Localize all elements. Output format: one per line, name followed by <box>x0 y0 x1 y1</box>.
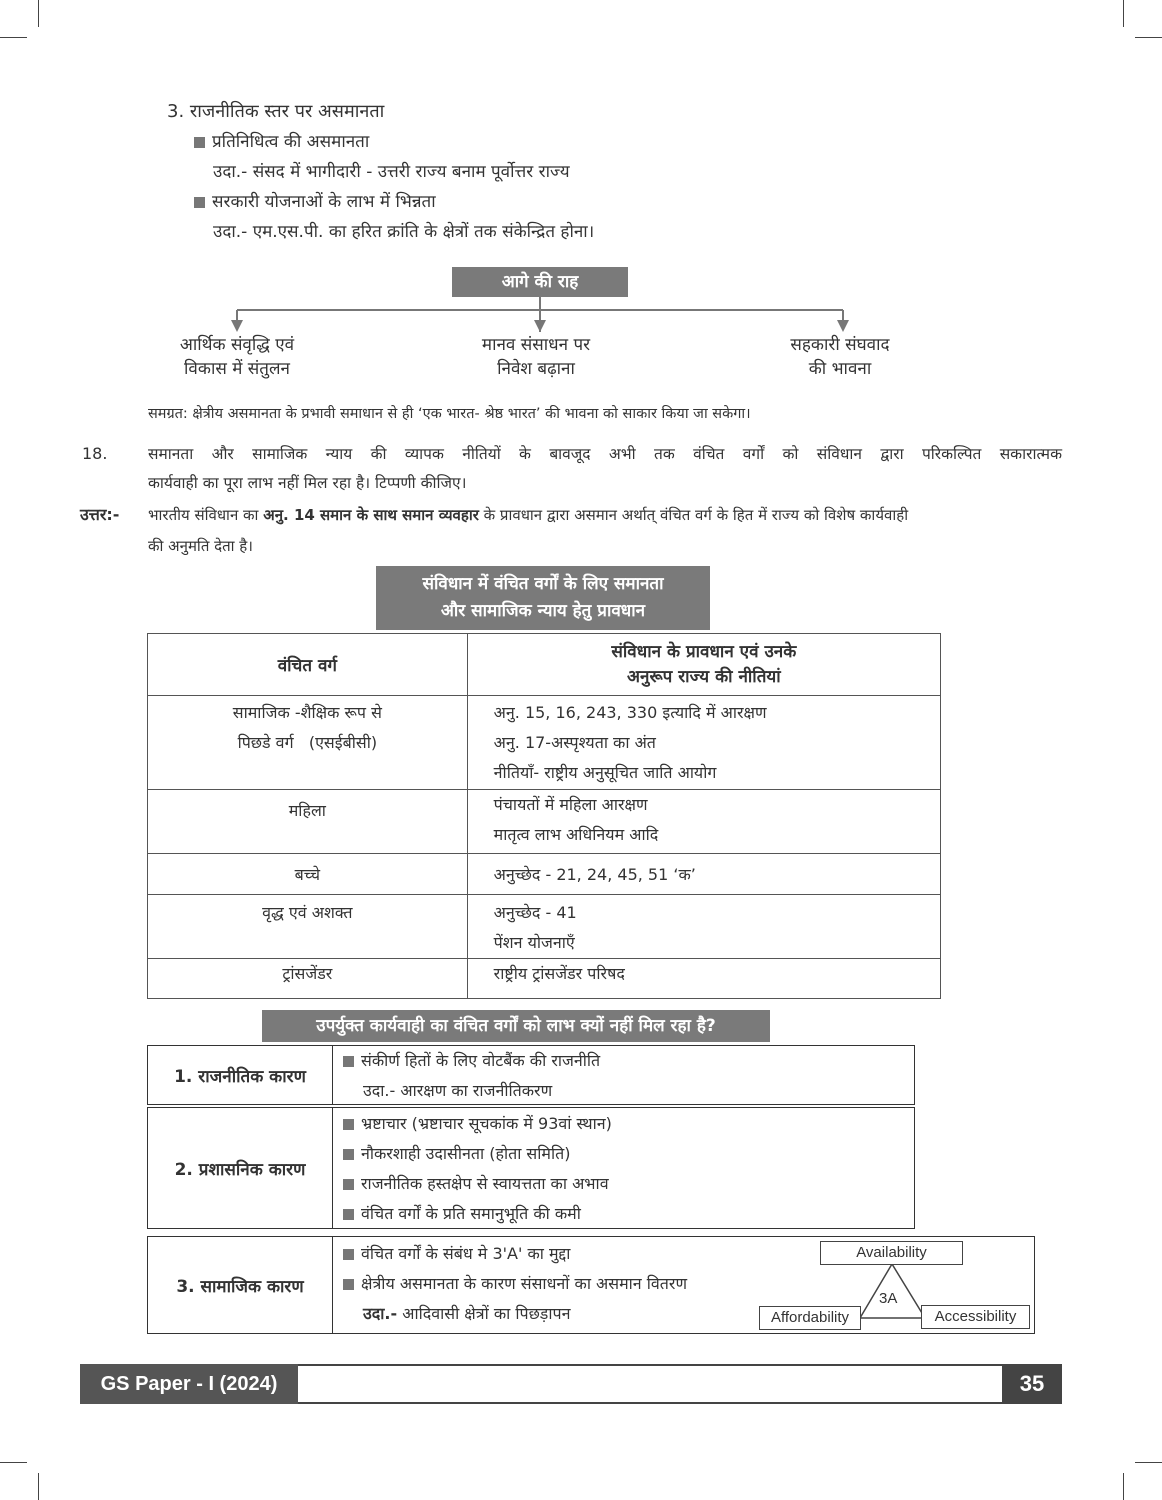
title-line: और सामाजिक न्याय हेतु प्रावधान <box>440 601 646 621</box>
title-line: संविधान में वंचित वर्गों के लिए समानता <box>422 574 664 594</box>
bullet-square-icon <box>343 1119 354 1130</box>
crop-mark <box>1135 1462 1162 1463</box>
reason-item: वंचित वर्गों के संबंध मे 3'A' का मुद्दा <box>343 1239 687 1269</box>
reason-items <box>343 1239 687 1329</box>
table-cell <box>467 895 940 959</box>
table-row <box>148 854 941 895</box>
table-row <box>148 959 941 999</box>
cell-line: राष्ट्रीय ट्रांसजेंडर परिषद <box>493 964 625 983</box>
cell-line: पिछडे वर्ग (एसईबीसी) <box>237 733 378 752</box>
table-cell <box>148 895 468 959</box>
reason-item: उदा.- आदिवासी क्षेत्रों का पिछड़ापन <box>363 1304 571 1323</box>
question-number: 18. <box>82 444 108 463</box>
crop-mark <box>0 1462 27 1463</box>
bullet-square-icon <box>343 1179 354 1190</box>
way-forward-title: आगे की राह <box>452 267 628 297</box>
way-forward-branch <box>740 333 940 381</box>
conclusion-text: समग्रत: क्षेत्रीय असमानता के प्रभावी समाधान से ही ‘एक भारत- श्रेष्ठ भारत’ की भावना को साकार किया जा सकेगा। <box>148 406 751 422</box>
administrative-reason-box <box>147 1107 915 1229</box>
provisions-title <box>376 566 710 630</box>
reason-item: उदा.- आरक्षण का राजनीतिकरण <box>363 1081 553 1100</box>
reason-label: 1. राजनीतिक कारण <box>148 1046 333 1104</box>
footer-title: GS Paper - I (2024) <box>80 1364 298 1404</box>
reason-item: क्षेत्रीय असमानता के कारण संसाधनों का असमान वितरण <box>343 1269 687 1299</box>
section-heading: 3. राजनीतिक स्तर पर असमानता <box>167 101 385 122</box>
bullet-square-icon <box>343 1209 354 1220</box>
way-forward-branch <box>436 333 636 381</box>
table-row <box>148 790 941 854</box>
bullet-square-icon <box>343 1149 354 1160</box>
reason-items <box>343 1109 612 1229</box>
cell-line: बच्चे <box>294 865 320 884</box>
provisions-table <box>147 633 941 999</box>
crop-mark <box>38 1473 39 1500</box>
branch-line: निवेश बढ़ाना <box>497 359 575 379</box>
bullet-square-icon <box>343 1279 354 1290</box>
bullet-text: प्रतिनिधित्व की असमानता <box>212 132 370 152</box>
table-row <box>148 895 941 959</box>
cell-line: ट्रांसजेंडर <box>282 964 333 983</box>
accessibility-box: Accessibility <box>921 1305 1030 1329</box>
three-a-center: 3A <box>879 1290 898 1307</box>
question-text <box>148 440 1062 498</box>
answer-line: की अनुमति देता है। <box>148 537 253 555</box>
table-cell <box>467 959 940 999</box>
bullet-square-icon <box>343 1056 354 1067</box>
example-text: उदा.- एम.एस.पी. का हरित क्रांति के क्षेत्रों तक संकेन्द्रित होना। <box>213 222 595 242</box>
way-forward-branch <box>137 333 337 381</box>
table-cell <box>467 790 940 854</box>
political-reason-box <box>147 1045 915 1105</box>
example-text: उदा.- संसद में भागीदारी - उत्तरी राज्य बनाम पूर्वोत्तर राज्य <box>213 162 570 182</box>
reason-item: भ्रष्टाचार (भ्रष्टाचार सूचकांक में 93वां स्थान) <box>343 1109 612 1139</box>
table-header-row <box>148 634 941 696</box>
cell-line: वृद्ध एवं अशक्त <box>262 903 353 922</box>
cell-line: अनुच्छेद - 41 <box>493 903 577 922</box>
branch-line: आर्थिक संवृद्धि एवं <box>179 335 295 355</box>
affordability-box: Affordability <box>759 1306 861 1330</box>
bullet-text: सरकारी योजनाओं के लाभ में भिन्नता <box>212 192 436 212</box>
reason-label: 3. सामाजिक कारण <box>148 1237 333 1333</box>
cell-line: अनु. 15, 16, 243, 330 इत्यादि में आरक्षण <box>493 703 767 722</box>
table-cell <box>148 854 468 895</box>
answer-post: के प्रावधान द्वारा असमान अर्थात् वंचित वर्ग के हित में राज्य को विशेष कार्यवाही <box>483 506 909 524</box>
cell-line: पेंशन योजनाएँ <box>493 933 575 952</box>
reason-item: राजनीतिक हस्तक्षेप से स्वायत्तता का अभाव <box>343 1169 612 1199</box>
cell-line: महिला <box>288 801 326 820</box>
reason-label: 2. प्रशासनिक कारण <box>148 1108 333 1228</box>
answer-text <box>148 500 1062 562</box>
branch-line: मानव संसाधन पर <box>481 335 591 355</box>
table-cell <box>148 790 468 854</box>
table-cell <box>148 696 468 790</box>
branch-line: सहकारी संघवाद <box>790 335 890 355</box>
reason-items <box>343 1046 600 1106</box>
cell-line: सामाजिक -शैक्षिक रूप से <box>232 703 382 722</box>
cell-line: पंचायतों में महिला आरक्षण <box>493 795 648 814</box>
availability-box: Availability <box>820 1241 963 1265</box>
header-cell <box>467 634 940 696</box>
reason-item: संकीर्ण हितों के लिए वोटबैंक की राजनीति <box>343 1046 600 1076</box>
table-cell <box>467 854 940 895</box>
bullet-square-icon <box>343 1249 354 1260</box>
question-line: कार्यवाही का पूरा लाभ नहीं मिल रहा है। टिप्पणी कीजिए। <box>148 474 467 492</box>
cell-line: नीतियाँ- राष्ट्रीय अनुसूचित जाति आयोग <box>493 763 717 782</box>
answer-bold: अनु. 14 समान के साथ समान व्यवहार <box>263 506 479 524</box>
cell-line: अनु. 17-अस्पृश्यता का अंत <box>493 733 656 752</box>
page-number: 35 <box>1002 1364 1062 1404</box>
question-line: समानता और सामाजिक न्याय की व्यापक नीतियों के बावजूद अभी तक वंचित वर्गों को संविधान द्वारा परिकल्पित सकारात्मक <box>148 445 1062 463</box>
answer-pre: भारतीय संविधान का <box>148 506 259 524</box>
way-forward-connector <box>0 0 1162 340</box>
table-cell <box>148 959 468 999</box>
cell-line: अनुच्छेद - 21, 24, 45, 51 ‘क’ <box>493 865 696 884</box>
table-row <box>148 696 941 790</box>
crop-mark <box>1123 1473 1124 1500</box>
cell-line: मातृत्व लाभ अधिनियम आदि <box>493 825 659 844</box>
reasons-title: उपर्युक्त कार्यवाही का वंचित वर्गों को लाभ क्यों नहीं मिल रहा है? <box>262 1010 770 1042</box>
branch-line: विकास में संतुलन <box>184 359 290 379</box>
reason-item: नौकरशाही उदासीनता (होता समिति) <box>343 1139 612 1169</box>
branch-line: की भावना <box>808 359 872 379</box>
table-cell <box>467 696 940 790</box>
header-cell: वंचित वर्ग <box>148 634 468 696</box>
answer-label: उत्तर:- <box>80 505 120 524</box>
reason-item: वंचित वर्गों के प्रति समानुभूति की कमी <box>343 1199 612 1229</box>
answer-line <box>148 500 1062 531</box>
header-line: अनुरूप राज्य की नीतियां <box>627 666 781 687</box>
header-line: संविधान के प्रावधान एवं उनके <box>611 641 797 662</box>
